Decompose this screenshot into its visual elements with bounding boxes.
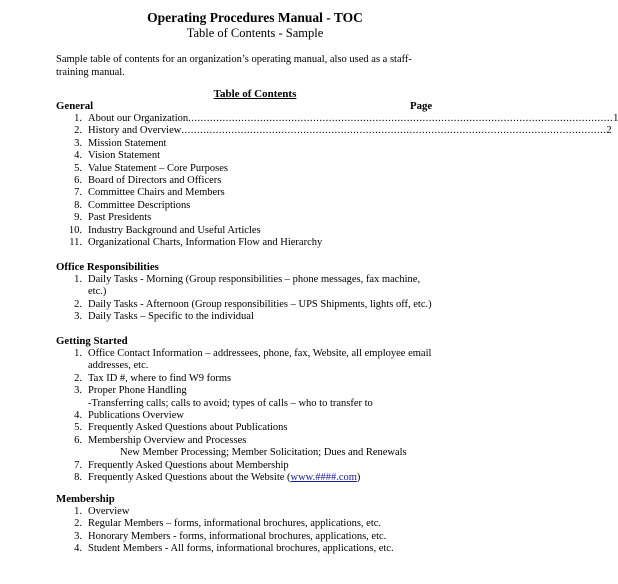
item-text: Honorary Members - forms, informational brochures, applications, etc. [88,530,387,542]
list-item [56,348,470,373]
intro-paragraph: Sample table of contents for an organization’s operating manual, also used as a staff-training manual. [56,54,412,78]
item-text: Committee Chairs and Members [88,187,225,199]
document-title: Operating Procedures Manual - TOC [147,10,363,25]
list-item [56,472,470,484]
list-item [56,410,470,422]
item-text: Board of Directors and Officers [88,175,222,187]
item-number: 3. [74,137,82,149]
list-item [56,212,470,224]
item-number: 2. [74,372,82,384]
item-page: 1 [613,113,618,124]
item-page: 2 [606,125,612,137]
document-subtitle: Table of Contents - Sample [186,26,324,40]
item-text: About our Organization [88,113,189,124]
section-title-general: General [56,100,94,112]
item-text: Membership Overview and Processes [88,434,247,446]
list-item [56,237,470,249]
item-continuation: etc.) [88,286,107,298]
item-number: 1. [74,113,82,124]
toc-heading: Table of Contents [213,88,297,100]
item-text: Industry Background and Useful Articles [88,224,261,236]
item-text: Overview [88,506,130,517]
list-item [56,150,470,162]
item-number: 1. [74,506,82,517]
list-item [56,299,470,311]
item-text-end: ) [356,472,361,484]
item-continuation: addresses, etc. [88,360,149,372]
section-title-office: Office Responsibilities [56,261,159,273]
item-number: 11. [69,237,82,249]
item-text: Value Statement – Core Purposes [88,162,228,174]
list-item [56,187,470,199]
item-text: Frequently Asked Questions about Membership [88,459,289,471]
section-title-membership: Membership [56,493,115,505]
item-text: Student Members - All forms, informational brochures, applications, etc. [88,543,394,555]
item-number: 6. [74,175,82,187]
item-text: Past Presidents [88,212,152,224]
list-item [56,311,470,323]
item-continuation: New Member Processing; Member Solicitation; Dues and Renewals [120,447,407,459]
list-item [56,531,470,543]
item-text: Tax ID #, where to find W9 forms [88,372,232,384]
item-text: Committee Descriptions [88,199,191,211]
item-number: 2. [74,518,82,530]
item-number: 10. [68,224,82,236]
item-number: 2. [74,298,82,310]
item-number: 8. [74,199,82,211]
dot-leader: ........................................................................................................................................ [181,125,607,137]
item-text: Mission Statement [88,137,167,149]
list-item [56,163,470,175]
list-item [56,435,470,460]
list-item [56,506,470,518]
list-item [56,113,618,125]
item-continuation: -Transferring calls; calls to avoid; types of calls – who to transfer to [88,397,373,409]
item-text: Vision Statement [88,150,160,162]
item-number: 3. [74,530,82,542]
item-number: 4. [74,410,82,422]
item-text: Frequently Asked Questions about the Website ( [88,472,291,484]
item-text: Frequently Asked Questions about Publications [88,422,288,434]
office-list [56,274,470,324]
item-number: 2. [74,125,82,137]
item-number: 5. [74,162,82,174]
list-item [56,175,470,187]
list-item [56,274,470,299]
getting-started-list [56,348,470,484]
item-number: 3. [74,385,82,397]
list-item [56,225,470,237]
page-column-label: Page [410,100,433,112]
item-text: Daily Tasks – Specific to the individual [88,311,254,323]
list-item [56,125,612,137]
list-item [56,460,470,472]
item-number: 9. [74,212,82,224]
list-item [56,200,470,212]
item-text: Daily Tasks - Afternoon (Group responsibilities – UPS Shipments, lights off, etc.) [88,298,432,310]
item-number: 6. [74,434,82,446]
item-text: Daily Tasks - Morning (Group responsibilities – phone messages, fax machine, [88,274,421,285]
list-item [56,518,470,530]
item-text: History and Overview [88,125,182,137]
item-text: Proper Phone Handling [88,385,187,397]
item-number: 1. [74,348,82,359]
membership-list [56,506,470,556]
item-number: 7. [74,459,82,471]
item-number: 8. [74,472,82,484]
item-number: 4. [74,150,82,162]
website-link[interactable]: www.####.com [290,472,357,484]
section-title-getting-started: Getting Started [56,335,128,347]
list-item [56,138,470,150]
item-text: Regular Members – forms, informational brochures, applications, etc. [88,518,382,530]
general-list [56,113,618,249]
list-item [56,422,470,434]
item-number: 5. [74,422,82,434]
item-text: Publications Overview [88,410,184,422]
list-item [56,373,470,385]
list-item [56,543,470,555]
dot-leader: ........................................................................................................................................ [188,113,614,124]
item-number: 3. [74,311,82,323]
item-number: 4. [74,543,82,555]
item-text: Organizational Charts, Information Flow and Hierarchy [88,237,323,249]
list-item [56,385,470,410]
item-text: Office Contact Information – addressees, phone, fax, Website, all employee email [88,348,432,359]
item-number: 1. [74,274,82,285]
item-number: 7. [74,187,82,199]
